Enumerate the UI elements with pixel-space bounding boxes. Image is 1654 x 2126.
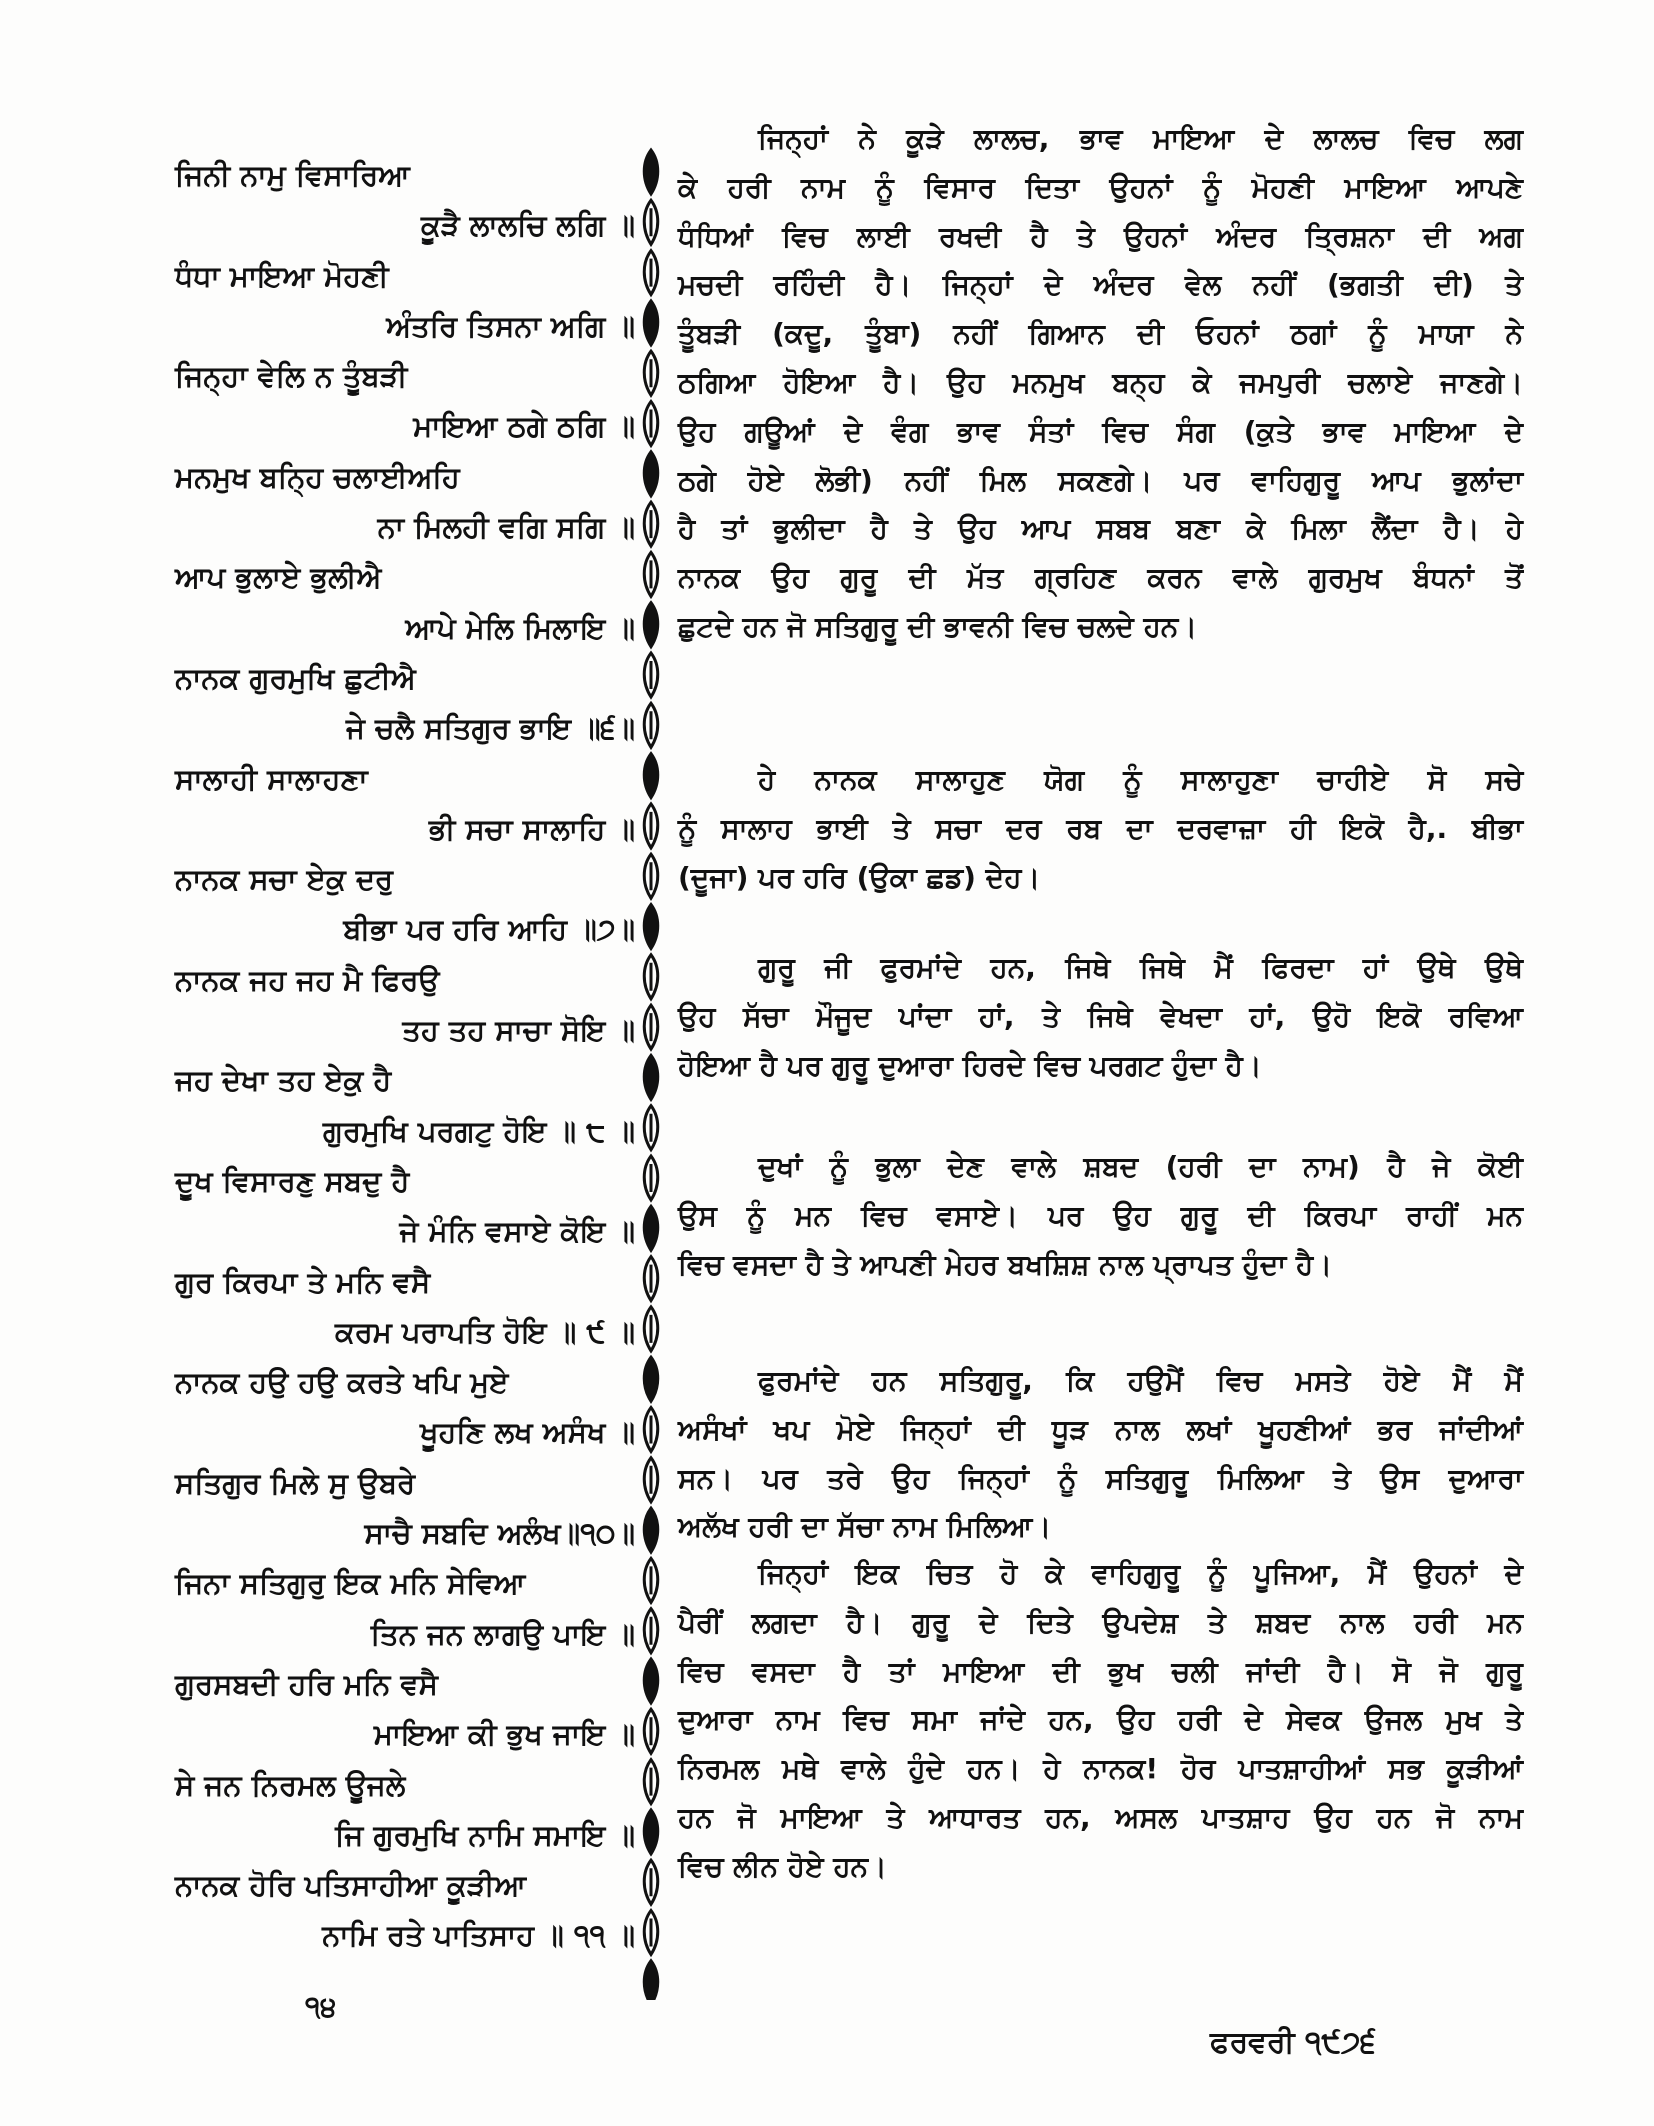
verse-line: ਨਾਨਕ ਜਹ ਜਹ ਮੈ ਫਿਰਉ (175, 962, 440, 997)
divider-ornament-icon (644, 955, 658, 999)
verse-line: ਨਾਮਿ ਰਤੇ ਪਾਤਿਸਾਹ ॥ ੧੧ ॥ (322, 1918, 635, 1953)
commentary-line: ਧੰਧਿਆਂ ਵਿਚ ਲਾਈ ਰਖਦੀ ਹੈ ਤੇ ਉਹਨਾਂ ਅੰਦਰ ਤ੍ਰਿਸ਼ਨਾ ਦੀ ਅਗ (678, 219, 1523, 253)
verse-line: ਅੰਤਰਿ ਤਿਸਨਾ ਅਗਿ ॥ (386, 308, 635, 343)
verse-line: ਜਹ ਦੇਖਾ ਤਹ ਏਕੁ ਹੈ (175, 1063, 392, 1098)
footer-date: ਫਰਵਰੀ ੧੯੭੬ (1210, 2025, 1376, 2060)
divider-ornament-icon (644, 1659, 658, 1703)
divider-ornament-icon (644, 1961, 658, 2000)
verse-line: ਦੂਖ ਵਿਸਾਰਣੁ ਸਬਦੁ ਹੈ (175, 1163, 410, 1198)
verse-line: ਜਿਨ੍ਹਾ ਵੇਲਿ ਨ ਤੂੰਬੜੀ (175, 359, 408, 394)
commentary-line: ਪੈਰੀਂ ਲਗਦਾ ਹੈ। ਗੁਰੂ ਦੇ ਦਿਤੇ ਉਪਦੇਸ਼ ਤੇ ਸ਼ਬਦ ਨਾਲ ਹਰੀ ਮਨ (678, 1605, 1523, 1639)
verse-line: ਜੇ ਮੰਨਿ ਵਸਾਏ ਕੋਇ ॥ (399, 1214, 635, 1249)
divider-ornament-icon (644, 200, 658, 244)
divider-ornament-icon (644, 1609, 658, 1653)
divider-ornament-icon (644, 1911, 658, 1955)
commentary-line: ਹੈ ਤਾਂ ਭੁਲੀਦਾ ਹੈ ਤੇ ਉਹ ਆਪ ਸਬਬ ਬਣਾ ਕੇ ਮਿਲਾ ਲੈਂਦਾ ਹੈ। ਹੇ (678, 512, 1523, 546)
verse-line: ਮਨਮੁਖ ਬਨ੍ਹਿ ਚਲਾਈਅਹਿ (175, 459, 460, 494)
verse-line: ਗੁਰਮੁਖਿ ਪਰਗਟੁ ਹੋਇ ॥ ੮ ॥ (322, 1113, 635, 1148)
commentary-paragraph (678, 756, 1523, 902)
divider-ornament-icon (644, 1055, 658, 1099)
divider-ornament-icon (644, 1005, 658, 1049)
verse-line: ਗੁਰ ਕਿਰਪਾ ਤੇ ਮਨਿ ਵਸੈ (175, 1264, 431, 1299)
divider-ornament-icon (644, 1106, 658, 1150)
commentary-line: ਨਿਰਮਲ ਮਥੇ ਵਾਲੇ ਹੁੰਦੇ ਹਨ। ਹੇ ਨਾਨਕ! ਹੋਰ ਪਾਤਸ਼ਾਹੀਆਂ ਸਭ ਕੂੜੀਆਂ (678, 1752, 1523, 1786)
commentary-line: ਵਿਚ ਲੀਨ ਹੋਏ ਹਨ। (678, 1849, 887, 1883)
divider-ornament-icon (644, 150, 658, 194)
divider-ornament-icon (644, 452, 658, 496)
ornamental-divider (636, 140, 666, 2000)
commentary-line: ਨਾਨਕ ਉਹ ਗੁਰੂ ਦੀ ਮੱਤ ਗ੍ਰਹਿਣ ਕਰਨ ਵਾਲੇ ਗੁਰਮੁਖ ਬੰਧਨਾਂ ਤੋਂ (678, 561, 1523, 595)
divider-ornament-icon (644, 804, 658, 848)
commentary-line: ਦੁਆਰਾ ਨਾਮ ਵਿਚ ਸਮਾ ਜਾਂਦੇ ਹਨ, ਉਹ ਹਰੀ ਦੇ ਸੇਵਕ ਉਜਲ ਮੁਖ ਤੇ (678, 1703, 1523, 1737)
verse-line: ਬੀਭਾ ਪਰ ਹਰਿ ਆਹਿ ॥੭॥ (343, 912, 635, 947)
commentary-line: ਛੁਟਦੇ ਹਨ ਜੋ ਸਤਿਗੁਰੂ ਦੀ ਭਾਵਨੀ ਵਿਚ ਚਲਦੇ ਹਨ। (678, 609, 1198, 643)
divider-ornament-icon (644, 1558, 658, 1602)
divider-ornament-icon (644, 1206, 658, 1250)
commentary-paragraph (678, 1143, 1523, 1289)
verse-line: ਨਾਨਕ ਗੁਰਮੁਖਿ ਛੁਟੀਐ (175, 660, 416, 695)
divider-ornament-icon (644, 351, 658, 395)
divider-ornament-icon (644, 502, 658, 546)
verse-line: ਮਾਇਆ ਕੀ ਭੁਖ ਜਾਇ ॥ (373, 1717, 635, 1752)
divider-ornament-icon (644, 1408, 658, 1452)
divider-ornament-icon (644, 1307, 658, 1351)
verse-line: ਖੂਹਣਿ ਲਖ ਅਸੰਖ ॥ (420, 1415, 635, 1450)
commentary-line: ਗੁਰੂ ਜੀ ਫੁਰਮਾਂਦੇ ਹਨ, ਜਿਥੇ ਜਿਥੇ ਮੈਂ ਫਿਰਦਾ ਹਾਂ ਉਥੇ ਉਥੇ (758, 951, 1523, 984)
commentary-line: ਅਸੰਖਾਂ ਖਪ ਮੋਏ ਜਿਨ੍ਹਾਂ ਦੀ ਧੂੜ ਨਾਲ ਲਖਾਂ ਖੂਹਣੀਆਂ ਭਰ ਜਾਂਦੀਆਂ (678, 1412, 1523, 1446)
divider-ornament-icon (644, 301, 658, 345)
commentary-line: ਸਨ। ਪਰ ਤਰੇ ਉਹ ਜਿਨ੍ਹਾਂ ਨੂੰ ਸਤਿਗੁਰੂ ਮਿਲਿਆ ਤੇ ਉਸ ਦੁਆਰਾ (678, 1461, 1523, 1495)
commentary-line: ਫੁਰਮਾਂਦੇ ਹਨ ਸਤਿਗੁਰੂ, ਕਿ ਹਉਮੈਂ ਵਿਚ ਮਸਤੇ ਹੋਏ ਮੈਂ ਮੈਂ (758, 1364, 1523, 1397)
verse-line: ਕੂੜੈ ਲਾਲਚਿ ਲਗਿ ॥ (420, 208, 635, 243)
commentary-paragraph (678, 944, 1523, 1090)
commentary-line: ਕੇ ਹਰੀ ਨਾਮ ਨੂੰ ਵਿਸਾਰ ਦਿਤਾ ਉਹਨਾਂ ਨੂੰ ਮੋਹਣੀ ਮਾਇਆ ਆਪਣੇ (678, 170, 1523, 204)
divider-ornament-icon (644, 1760, 658, 1804)
page-number: ੧੪ (305, 1990, 337, 2023)
verse-line: ਸੇ ਜਨ ਨਿਰਮਲ ਊਜਲੇ (175, 1767, 406, 1802)
commentary-line: ਠਗੇ ਹੋਏ ਲੋਭੀ) ਨਹੀਂ ਮਿਲ ਸਕਣਗੇ। ਪਰ ਵਾਹਿਗੁਰੂ ਆਪ ਭੁਲਾਂਦਾ (678, 463, 1523, 497)
verse-line: ਨਾਨਕ ਹੋਰਿ ਪਤਿਸਾਹੀਆ ਕੂੜੀਆ (175, 1868, 527, 1903)
commentary-line: ਹਨ ਜੋ ਮਾਇਆ ਤੇ ਆਧਾਰਤ ਹਨ, ਅਸਲ ਪਾਤਸ਼ਾਹ ਉਹ ਹਨ ਜੋ ਨਾਮ (678, 1800, 1523, 1834)
divider-ornament-icon (644, 603, 658, 647)
divider-ornament-icon (644, 402, 658, 446)
verse-line: ਆਪੇ ਮੇਲਿ ਮਿਲਾਇ ॥ (405, 610, 635, 645)
commentary-line: ਉਸ ਨੂੰ ਮਨ ਵਿਚ ਵਸਾਏ। ਪਰ ਉਹ ਗੁਰੂ ਦੀ ਕਿਰਪਾ ਰਾਹੀਂ ਮਨ (678, 1198, 1523, 1232)
divider-ornament-icon (644, 1156, 658, 1200)
verse-line: ਤਿਨ ਜਨ ਲਾਗਉ ਪਾਇ ॥ (370, 1616, 635, 1651)
commentary-line: ਅਲੱਖ ਹਰੀ ਦਾ ਸੱਚਾ ਨਾਮ ਮਿਲਿਆ। (678, 1510, 1052, 1544)
verse-line: ਨਾਨਕ ਹਉ ਹਉ ਕਰਤੇ ਖਪਿ ਮੁਏ (175, 1365, 509, 1400)
commentary-line: ਹੋਇਆ ਹੈ ਪਰ ਗੁਰੂ ਦੁਆਰਾ ਹਿਰਦੇ ਵਿਚ ਪਰਗਟ ਹੁੰਦਾ ਹੈ। (678, 1048, 1262, 1082)
verse-column (175, 150, 635, 1961)
verse-line: ਮਾਇਆ ਠਗੇ ਠਗਿ ॥ (413, 409, 635, 444)
commentary-paragraph (678, 1357, 1523, 1552)
commentary-line: ਉਹ ਗਊਆਂ ਦੇ ਵੰਗ ਭਾਵ ਸੰਤਾਂ ਵਿਚ ਸੰਗ (ਕੁਤੇ ਭਾਵ ਮਾਇਆ ਦੇ (678, 414, 1523, 448)
divider-ornament-icon (644, 653, 658, 697)
divider-ornament-icon (644, 905, 658, 949)
commentary-line: ਉਹ ਸੱਚਾ ਮੌਜੂਦ ਪਾਂਦਾ ਹਾਂ, ਤੇ ਜਿਥੇ ਵੇਖਦਾ ਹਾਂ, ਉਹੋ ਇਕੋ ਰਵਿਆ (678, 999, 1523, 1033)
verse-line: ਗੁਰਸਬਦੀ ਹਰਿ ਮਨਿ ਵਸੈ (175, 1666, 438, 1701)
divider-ornament-icon (644, 1257, 658, 1301)
verse-line: ਜਿਨੀ ਨਾਮੁ ਵਿਸਾਰਿਆ (175, 158, 410, 192)
commentary-line: ਮਚਦੀ ਰਹਿੰਦੀ ਹੈ। ਜਿਨ੍ਹਾਂ ਦੇ ਅੰਦਰ ਵੇਲ ਨਹੀਂ (ਭਗਤੀ ਦੀ) ਤੇ (678, 268, 1523, 302)
divider-ornament-icon (644, 1508, 658, 1552)
commentary-line: ਵਿਚ ਵਸਦਾ ਹੈ ਤਾਂ ਮਾਇਆ ਦੀ ਭੁਖ ਚਲੀ ਜਾਂਦੀ ਹੈ। ਸੋ ਜੋ ਗੁਰੂ (678, 1654, 1523, 1688)
commentary-paragraph (678, 115, 1523, 652)
commentary-line: (ਦੂਜਾ) ਪਰ ਹਰਿ (ਉਕਾ ਛਡ) ਦੇਹ। (678, 860, 1041, 894)
commentary-line: ਦੁਖਾਂ ਨੂੰ ਭੁਲਾ ਦੇਣ ਵਾਲੇ ਸ਼ਬਦ (ਹਰੀ ਦਾ ਨਾਮ) ਹੈ ਜੇ ਕੋਈ (758, 1150, 1523, 1183)
divider-ornament-icon (644, 1810, 658, 1854)
commentary-line: ਤੂੰਬੜੀ (ਕਦੂ, ਤੂੰਬਾ) ਨਹੀਂ ਗਿਆਨ ਦੀ ਓਹਨਾਂ ਠਗਾਂ ਨੂੰ ਮਾਯਾ ਨੇ (678, 317, 1523, 351)
commentary-line: ਨੂੰ ਸਾਲਾਹ ਭਾਈ ਤੇ ਸਚਾ ਦਰ ਰਬ ਦਾ ਦਰਵਾਜ਼ਾ ਹੀ ਇਕੋ ਹੈ,. ਬੀਭਾ (678, 811, 1523, 845)
verse-line: ਨਾ ਮਿਲਹੀ ਵਗਿ ਸਗਿ ॥ (377, 510, 635, 545)
verse-line: ਜਿ ਗੁਰਮੁਖਿ ਨਾਮਿ ਸਮਾਇ ॥ (335, 1817, 635, 1852)
divider-ornament-icon (644, 1860, 658, 1904)
commentary-line: ਜਿਨ੍ਹਾਂ ਨੇ ਕੂੜੇ ਲਾਲਚ, ਭਾਵ ਮਾਇਆ ਦੇ ਲਾਲਚ ਵਿਚ ਲਗ (758, 122, 1523, 155)
divider-ornament-icon (644, 854, 658, 898)
divider-ornament-icon (644, 1357, 658, 1401)
verse-line: ਸਾਲਾਹੀ ਸਾਲਾਹਣਾ (175, 761, 368, 796)
verse-line: ਤਹ ਤਹ ਸਾਚਾ ਸੋਇ ॥ (402, 1013, 635, 1048)
verse-line: ਨਾਨਕ ਸਚਾ ਏਕੁ ਦਰੁ (175, 862, 394, 897)
verse-line: ਜਿਨਾ ਸਤਿਗੁਰੁ ਇਕ ਮਨਿ ਸੇਵਿਆ (175, 1566, 526, 1601)
divider-ornament-icon (644, 1458, 658, 1502)
verse-line: ਸਤਿਗੁਰ ਮਿਲੇ ਸੁ ਉਬਰੇ (175, 1465, 416, 1500)
commentary-line: ਵਿਚ ਵਸਦਾ ਹੈ ਤੇ ਆਪਣੀ ਮੇਹਰ ਬਖਸ਼ਿਸ਼ ਨਾਲ ਪ੍ਰਾਪਤ ਹੁੰਦਾ ਹੈ। (678, 1247, 1333, 1281)
divider-ornament-icon (644, 552, 658, 596)
divider-ornament-icon (644, 251, 658, 295)
verse-line: ਸਾਚੈ ਸਬਦਿ ਅਲੰਖ॥੧੦॥ (364, 1516, 635, 1551)
verse-line: ਜੇ ਚਲੈ ਸਤਿਗੁਰ ਭਾਇ ॥੬॥ (346, 711, 635, 746)
verse-line: ਭੀ ਸਚਾ ਸਾਲਾਹਿ ॥ (428, 811, 635, 846)
verse-line: ਧੰਧਾ ਮਾਇਆ ਮੋਹਣੀ (175, 258, 389, 293)
commentary-line: ਠਗਿਆ ਹੋਇਆ ਹੈ। ਉਹ ਮਨਮੁਖ ਬਨ੍ਹ ਕੇ ਜਮਪੁਰੀ ਚਲਾਏ ਜਾਣਗੇ। (678, 365, 1523, 399)
commentary-line: ਹੇ ਨਾਨਕ ਸਾਲਾਹੁਣ ਯੋਗ ਨੂੰ ਸਾਲਾਹੁਣਾ ਚਾਹੀਏ ਸੋ ਸਚੇ (758, 763, 1523, 796)
verse-line: ਆਪ ਭੁਲਾਏ ਭੁਲੀਐ (175, 560, 382, 595)
commentary-line: ਜਿਨ੍ਹਾਂ ਇਕ ਚਿਤ ਹੋ ਕੇ ਵਾਹਿਗੁਰੂ ਨੂੰ ਪੂਜਿਆ, ਮੈਂ ਉਹਨਾਂ ਦੇ (758, 1557, 1523, 1590)
divider-ornament-icon (644, 1709, 658, 1753)
divider-ornament-icon (644, 754, 658, 798)
divider-ornament-icon (644, 703, 658, 747)
commentary-paragraph (678, 1550, 1523, 1892)
verse-line: ਕਰਮ ਪਰਾਪਤਿ ਹੋਇ ॥ ੯ ॥ (335, 1314, 635, 1349)
